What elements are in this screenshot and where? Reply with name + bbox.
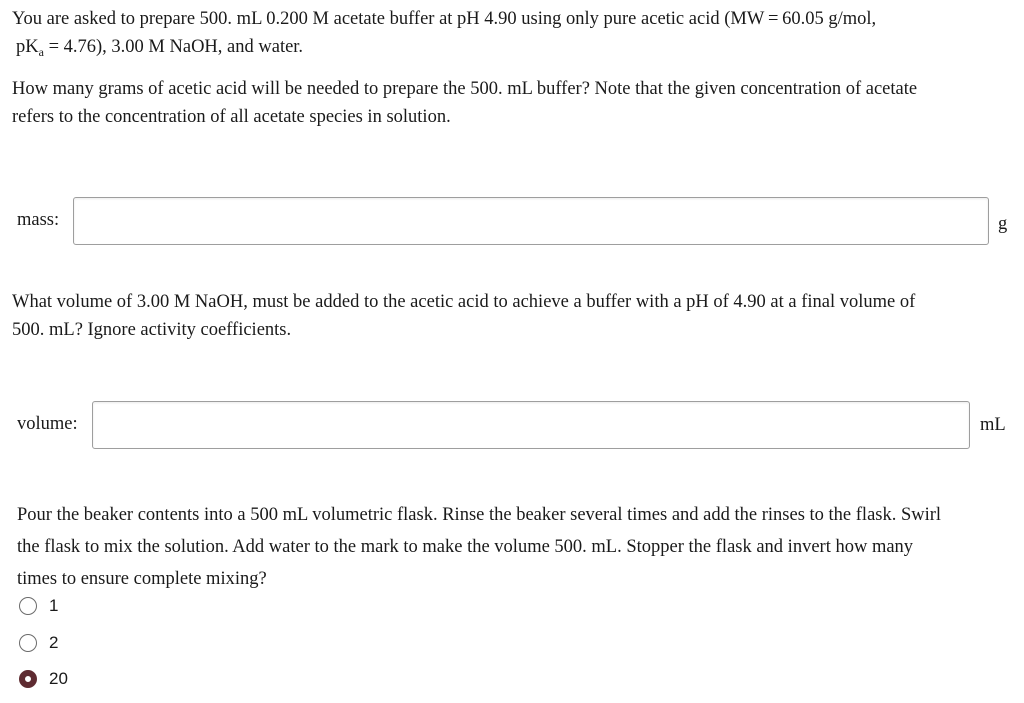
- mass-input[interactable]: [74, 198, 988, 244]
- pka-rest: = 4.76), 3.00 M NaOH, and water.: [43, 37, 304, 57]
- option-3[interactable]: [19, 669, 68, 689]
- pka-subscript: a: [38, 45, 44, 59]
- mass-label: mass:: [17, 210, 60, 230]
- radio-button-3-selected[interactable]: [19, 670, 37, 688]
- mass-input-box[interactable]: [73, 197, 989, 245]
- mass-question: [12, 75, 917, 131]
- volume-input[interactable]: [93, 402, 969, 448]
- mixing-question-line-1: Pour the beaker contents into a 500 mL volumetric flask. Rinse the beaker several times and add the rinses to the flask. Swirl: [17, 505, 942, 525]
- option-2-label: 2: [49, 633, 59, 652]
- problem-statement-line-1: You are asked to prepare 500. mL 0.200 M acetate buffer at pH 4.90 using only pure acetic acid (MW = 60.05 g/mol,: [12, 9, 877, 29]
- mixing-question-line-2: the flask to mix the solution. Add water to the mark to make the volume 500. mL. Stopper the flask and invert how many: [17, 537, 914, 557]
- mixing-question-line-3: times to ensure complete mixing?: [17, 569, 267, 589]
- mass-unit: g: [998, 214, 1008, 234]
- option-1-label: 1: [49, 596, 59, 615]
- pka-symbol: pK: [16, 37, 39, 57]
- problem-statement: [12, 5, 876, 66]
- volume-question-line-1: What volume of 3.00 M NaOH, must be added to the acetic acid to achieve a buffer with a pH of 4.90 at a final volume of: [12, 292, 916, 312]
- mass-question-line-1: How many grams of acetic acid will be needed to prepare the 500. mL buffer? Note that the given concentration of acetate: [12, 79, 918, 99]
- radio-button-2[interactable]: [19, 634, 37, 652]
- option-3-label: 20: [49, 669, 68, 688]
- mass-question-line-2: refers to the concentration of all acetate species in solution.: [12, 107, 451, 127]
- volume-unit: mL: [980, 415, 1006, 435]
- option-2[interactable]: [19, 633, 58, 653]
- volume-question: [12, 288, 915, 344]
- radio-button-1[interactable]: [19, 597, 37, 615]
- volume-input-box[interactable]: [92, 401, 970, 449]
- problem-statement-line-2: [16, 33, 876, 66]
- option-1[interactable]: [19, 596, 58, 616]
- volume-label: volume:: [17, 414, 78, 434]
- mixing-question: [17, 499, 941, 595]
- volume-question-line-2: 500. mL? Ignore activity coefficients.: [12, 320, 292, 340]
